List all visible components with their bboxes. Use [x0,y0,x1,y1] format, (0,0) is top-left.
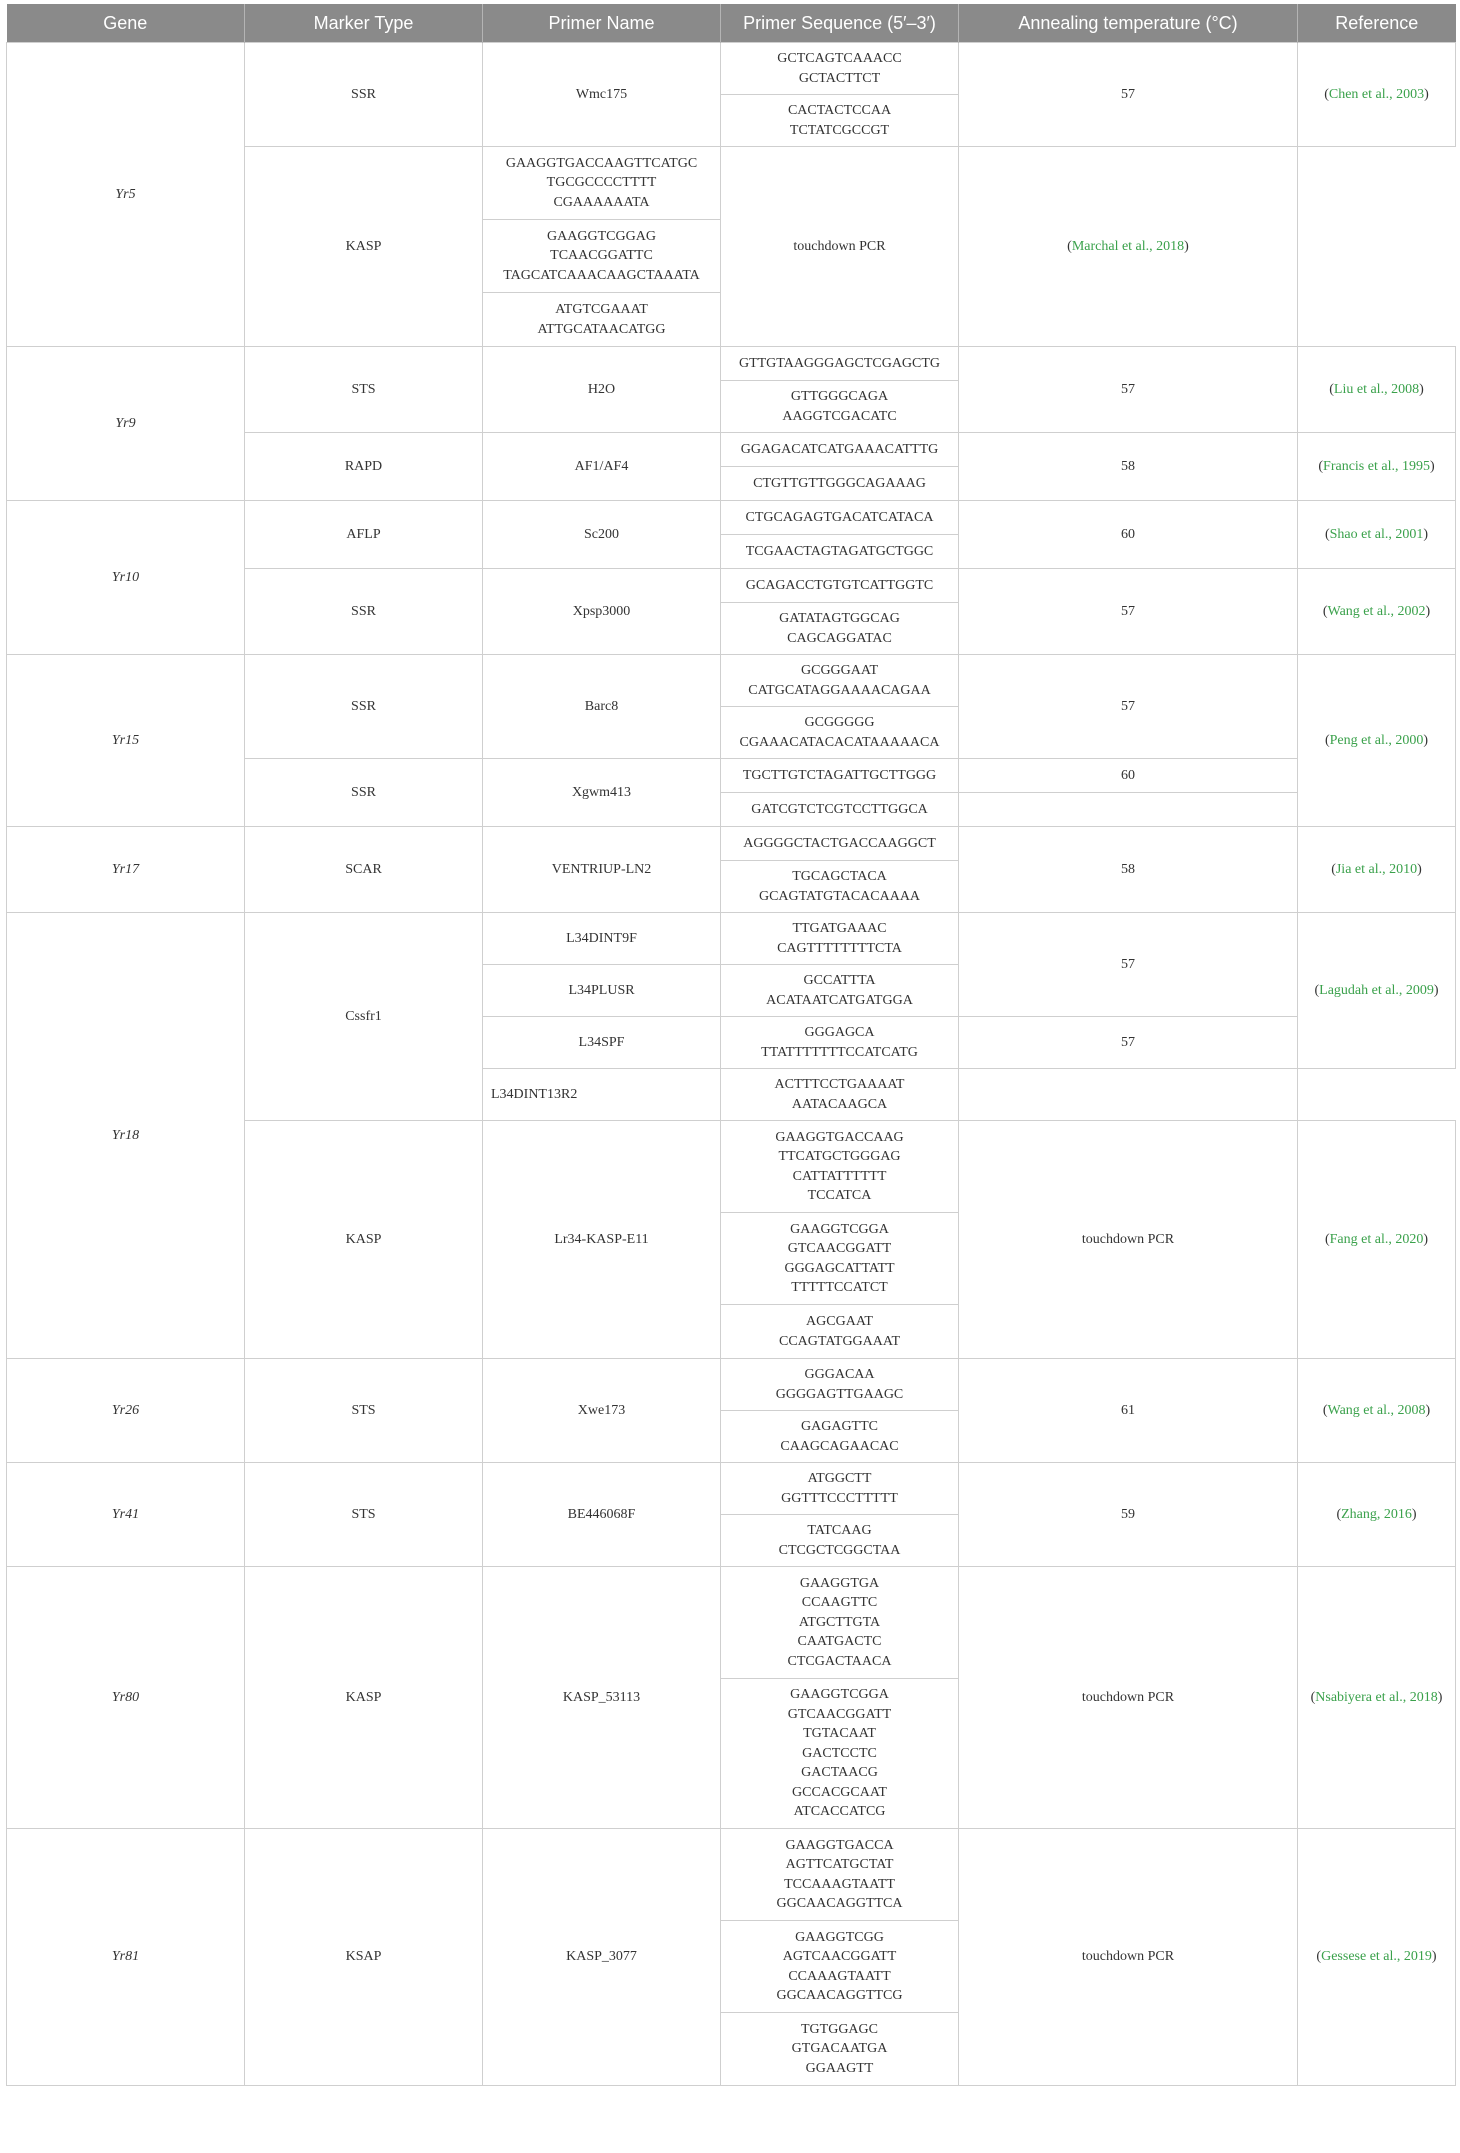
reference-link[interactable]: Peng et al., 2000 [1329,732,1424,748]
primer-name-cell: BE446068F [483,1463,721,1567]
sequence-line: TATCAAG [807,1523,872,1538]
ref-paren-close: ) [1184,238,1189,254]
sequence-line: CTCGACTAACA [787,1653,892,1669]
primer-sequence-cell [721,95,959,147]
sequence-line: ACTTTCCTGAAAAT [774,1077,905,1092]
ref-paren-open: ( [1329,381,1334,397]
annealing-temperature-cell: 58 [959,827,1298,913]
primer-name-cell: KASP_53113 [483,1567,721,1829]
reference-link[interactable]: Lagudah et al., 2009 [1319,982,1434,998]
sequence-line: GTCAACGGATT [787,1241,892,1256]
sequence-line: CCAAAGTAATT [788,1968,891,1984]
annealing-temperature-cell: 57 [959,569,1298,655]
table-row [7,655,1456,707]
primer-sequence-cell [721,433,959,467]
reference-cell [1298,827,1456,913]
marker-type-cell: AFLP [245,501,483,569]
sequence-line: TGCTTGTCTAGATTGCTTGGG [742,767,937,783]
reference-cell [1298,433,1456,501]
marker-type-cell: KSAP [245,1829,483,2086]
marker-type-cell: KASP [245,1567,483,1829]
sequence-line: TCCAAAGTAATT [784,1876,895,1892]
table-row [7,1463,1456,1515]
ref-paren-close: ) [1431,1949,1437,1965]
sequence-line: ATCACCATCG [793,1804,886,1820]
ref-paren-close: ) [1423,1231,1429,1247]
primer-name-cell: Barc8 [483,655,721,759]
sequence-line: CGAAACATACACATAAAAACA [739,734,940,750]
annealing-temperature-cell: 59 [959,1463,1298,1567]
table-row [7,43,1456,95]
sequence-line: CAGTTTTTTTTCTA [777,940,902,956]
table-row [7,1359,1456,1411]
sequence-line: ATGGCTT [807,1471,872,1486]
sequence-line: GATATAGTGGCAG [779,611,900,626]
sequence-line: GACTAACG [801,1765,878,1781]
sequence-line: CCAAGTTC [801,1595,878,1611]
annealing-temperature-cell [959,1069,1298,1121]
header-marker-type: Marker Type [245,4,483,43]
sequence-line: GGGGAGTTGAAGC [775,1386,904,1402]
sequence-line: GAAGGTGACCAAGTTCATGC [505,155,698,171]
annealing-temperature-cell: 60 [959,759,1298,793]
sequence-line: GAAGGTCGGA [790,1687,889,1703]
gene-cell: Yr80 [7,1567,245,1829]
reference-cell [1298,501,1456,569]
sequence-line: GCTCAGTCAAACC [777,51,902,66]
primer-sequence-cell [721,1679,959,1829]
marker-type-cell: KASP [245,1121,483,1359]
primer-sequence-cell [721,1359,959,1411]
ref-paren-open: ( [1322,1402,1328,1418]
sequence-line: CTGTTGTTGGGCAGAAAG [753,475,926,491]
header-gene: Gene [7,4,245,43]
table-row [7,1829,1456,1921]
primer-sequence-cell [721,43,959,95]
primer-sequence-cell [721,347,959,381]
ref-paren-open: ( [1067,238,1072,254]
annealing-temperature-cell: touchdown PCR [959,1829,1298,2086]
reference-cell [1298,1121,1456,1359]
primer-sequence-cell [721,381,959,433]
sequence-line: TCTATCGCCGT [789,122,890,138]
reference-link[interactable]: Fang et al., 2020 [1329,1231,1424,1247]
sequence-line: TTGATGAAAC [792,921,887,936]
sequence-line: AAGGTCGACATC [782,408,897,424]
reference-link[interactable]: Shao et al., 2001 [1329,526,1424,542]
primer-name-cell: H2O [483,347,721,433]
ref-paren-close: ) [1429,458,1435,474]
sequence-line: GCAGACCTGTGTCATTGGTC [745,577,934,593]
reference-cell [1298,1463,1456,1567]
primer-name-cell: L34DINT9F [483,913,721,965]
annealing-temperature-cell: 57 [959,655,1298,759]
gene-cell: Yr26 [7,1359,245,1463]
sequence-line: TCGAACTAGTAGATGCTGGC [745,543,934,559]
marker-type-cell: STS [245,347,483,433]
reference-link[interactable]: Zhang, 2016 [1341,1506,1412,1522]
sequence-line: GAAGGTCGGA [790,1221,889,1237]
marker-type-cell: RAPD [245,433,483,501]
sequence-line: GAGAGTTC [801,1419,878,1434]
sequence-line: CAATGACTC [797,1634,882,1650]
primer-sequence-cell [721,569,959,603]
ref-paren-close: ) [1417,861,1422,877]
header-primer-name: Primer Name [483,4,721,43]
annealing-temperature-cell: 58 [959,433,1298,501]
annealing-temperature-cell: touchdown PCR [959,1121,1298,1359]
sequence-line: CATGCATAGGAAAACAGAA [748,682,931,698]
sequence-line: TGCAGCTACA [792,869,887,884]
sequence-line: GCAGTATGTACACAAAA [758,888,921,904]
sequence-line: AGTTCATGCTAT [785,1857,894,1872]
primer-name-cell: Xwe173 [483,1359,721,1463]
sequence-line: GGAGACATCATGAAACATTTG [740,441,939,457]
sequence-line: GGAAGTT [805,2060,874,2076]
ref-paren-close: ) [1437,1689,1443,1705]
ref-paren-close: ) [1419,381,1424,397]
table-row [7,827,1456,861]
ref-paren-open: ( [1336,1506,1342,1522]
primer-sequence-cell [721,965,959,1017]
primer-sequence-cell [721,501,959,535]
ref-paren-open: ( [1331,861,1336,877]
sequence-line: AATACAAGCA [791,1096,888,1112]
reference-link[interactable]: Chen et al., 2003 [1328,86,1425,102]
marker-type-cell: STS [245,1359,483,1463]
annealing-temperature-cell [959,793,1298,827]
annealing-temperature-cell: 60 [959,501,1298,569]
ref-paren-open: ( [1324,1231,1330,1247]
primer-sequence-cell [721,1069,959,1121]
sequence-line: GTTGTAAGGGAGCTCGAGCTG [738,355,941,371]
marker-type-cell: STS [245,1463,483,1567]
ref-paren-close: ) [1423,526,1429,542]
reference-cell [1298,913,1456,1069]
header-row [7,4,1456,43]
sequence-line: TGCGCCCCTTTT [546,175,657,191]
annealing-temperature-cell: 57 [959,43,1298,147]
sequence-line: AGCGAAT [806,1314,873,1329]
sequence-line: GTTGGGCAGA [790,389,889,404]
annealing-temperature-cell: touchdown PCR [721,147,959,347]
primer-name-cell: KASP_3077 [483,1829,721,2086]
ref-paren-close: ) [1424,86,1429,102]
sequence-line: GGCAACAGGTTCG [776,1988,903,2003]
primer-name-cell: Wmc175 [483,43,721,147]
sequence-line: GGGACAA [804,1367,875,1382]
reference-link[interactable]: Gessese et al., 2019 [1321,1949,1432,1965]
primer-sequence-cell [483,220,721,293]
primer-name-cell: L34SPF [483,1017,721,1069]
sequence-line: GAAGGTCGGAG [547,228,656,244]
primer-sequence-cell [721,2013,959,2086]
sequence-line: GGCAACAGGTTCA [776,1896,903,1911]
sequence-line: TTCATGCTGGGAG [778,1149,901,1164]
sequence-line: ATTGCATAACATGG [537,321,666,337]
table-row [7,913,1456,965]
sequence-line: CCAGTATGGAAAT [779,1333,900,1349]
ref-paren-close: ) [1423,732,1429,748]
sequence-line: GATCGTCTCGTCCTTGGCA [751,801,928,817]
sequence-line: CTGCAGAGTGACATCATACA [745,509,934,525]
annealing-temperature-cell: 61 [959,1359,1298,1463]
primer-name-cell: Xpsp3000 [483,569,721,655]
ref-paren-close: ) [1433,982,1439,998]
primer-sequence-cell [721,467,959,501]
marker-type-cell: Cssfr1 [245,913,483,1121]
primer-name-cell: AF1/AF4 [483,433,721,501]
primer-sequence-cell [483,293,721,347]
sequence-line: CGAAAAAATA [553,194,650,210]
gene-cell: Yr9 [7,347,245,501]
sequence-line: CATTATTTTTT [792,1168,887,1184]
annealing-temperature-cell: touchdown PCR [959,1567,1298,1829]
table-row [7,1567,1456,1679]
primer-sequence-cell [721,861,959,913]
primer-name-cell: L34PLUSR [483,965,721,1017]
sequence-line: ATGTCGAAAT [555,302,648,317]
ref-paren-open: ( [1314,982,1320,998]
sequence-line: CAAGCAGAACAC [780,1438,899,1454]
marker-type-cell: KASP [245,147,483,347]
reference-cell [959,147,1298,347]
sequence-line: AGGGGCTACTGACCAAGGCT [743,835,936,851]
marker-type-cell: SSR [245,569,483,655]
reference-link[interactable]: Jia et al., 2010 [1335,861,1418,877]
reference-cell [1298,569,1456,655]
sequence-line: TGTGGAGC [801,2021,878,2037]
primer-sequence-cell [721,1121,959,1213]
sequence-line: GGTTTCCCTTTTT [781,1490,898,1506]
sequence-line: GCCACGCAAT [792,1784,887,1800]
primer-sequence-cell [721,1213,959,1305]
primer-sequence-cell [721,603,959,655]
primer-sequence-cell [721,913,959,965]
reference-cell [1298,655,1456,827]
sequence-line: GCTACTTCT [798,70,881,86]
primer-sequence-cell [721,655,959,707]
reference-link[interactable]: Wang et al., 2002 [1327,603,1426,619]
reference-link[interactable]: Wang et al., 2008 [1327,1402,1426,1418]
primer-name-cell: Lr34-KASP-E11 [483,1121,721,1359]
sequence-line: GACTCCTC [802,1745,877,1761]
primer-sequence-cell [721,1921,959,2013]
primer-sequence-cell [721,759,959,793]
sequence-line: ACATAATCATGATGGA [766,992,913,1008]
ref-paren-close: ) [1411,1506,1417,1522]
primer-sequence-cell [721,1567,959,1679]
ref-paren-open: ( [1318,458,1324,474]
sequence-line: GAAGGTCGG [795,1929,884,1945]
primer-name-cell: L34DINT13R2 [483,1069,721,1121]
primer-sequence-cell [721,1411,959,1463]
sequence-line: GTGACAATGA [791,2041,888,2057]
ref-paren-close: ) [1425,603,1431,619]
marker-type-cell: SSR [245,655,483,759]
sequence-line: GGGAGCA [804,1025,875,1040]
gene-cell: Yr81 [7,1829,245,2086]
ref-paren-open: ( [1310,1689,1316,1705]
primer-name-cell: Xgwm413 [483,759,721,827]
sequence-line: CACTACTCCAA [787,103,892,118]
primer-sequence-cell [483,147,721,220]
primer-sequence-cell [721,1463,959,1515]
reference-link[interactable]: Liu et al., 2008 [1333,381,1420,397]
primer-sequence-cell [721,535,959,569]
table-row [7,347,1456,381]
sequence-line: TTTTTCCATCT [791,1280,888,1295]
primer-sequence-cell [721,1829,959,1921]
reference-link[interactable]: Francis et al., 1995 [1323,458,1430,474]
primer-sequence-cell [721,1515,959,1567]
annealing-temperature-cell: 57 [959,913,1298,1017]
primer-sequence-cell [721,793,959,827]
sequence-line: TCCATCA [807,1188,872,1203]
sequence-line: GAAGGTGACCA [785,1837,894,1853]
reference-link[interactable]: Nsabiyera et al., 2018 [1315,1689,1438,1705]
sequence-line: TCAACGGATTC [550,248,653,264]
sequence-line: ATGCTTGTA [798,1614,881,1630]
primer-sequence-cell [721,707,959,759]
gene-cell: Yr41 [7,1463,245,1567]
reference-cell [1298,1567,1456,1829]
sequence-line: GCGGGAAT [801,663,878,678]
sequence-line: GGGAGCATTATT [784,1260,895,1276]
annealing-temperature-cell: 57 [959,1017,1298,1069]
primer-sequence-cell [721,1017,959,1069]
gene-cell: Yr18 [7,913,245,1359]
reference-link[interactable]: Marchal et al., 2018 [1071,238,1185,254]
gene-cell: Yr17 [7,827,245,913]
header-primer-sequence: Primer Sequence (5′–3′) [721,4,959,43]
sequence-line: TGTACAAT [803,1726,876,1742]
ref-paren-open: ( [1324,526,1330,542]
sequence-line: TTATTTTTTTCCATCATG [761,1044,918,1060]
primer-sequence-cell [721,1305,959,1359]
gene-cell: Yr10 [7,501,245,655]
primer-name-cell: VENTRIUP-LN2 [483,827,721,913]
sequence-line: GTCAACGGATT [787,1706,892,1722]
header-reference: Reference [1298,4,1456,43]
primer-name-cell: Sc200 [483,501,721,569]
sequence-line: GAAGGTGA [799,1575,880,1591]
gene-cell: Yr15 [7,655,245,827]
header-annealing-temperature: Annealing temperature (°C) [959,4,1298,43]
primer-sequence-cell [721,827,959,861]
sequence-line: CAGCAGGATAC [787,630,892,646]
sequence-line: GCGGGGG [804,715,875,730]
reference-cell [1298,1829,1456,2086]
reference-cell [1298,347,1456,433]
sequence-line: CTCGCTCGGCTAA [778,1542,901,1558]
reference-cell [1298,1359,1456,1463]
ref-paren-open: ( [1316,1949,1322,1965]
sequence-line: GCCATTTA [803,973,876,988]
ref-paren-open: ( [1322,603,1328,619]
sequence-line: AGTCAACGGATT [782,1949,897,1964]
ref-paren-close: ) [1425,1402,1431,1418]
gene-cell: Yr5 [7,43,245,347]
reference-cell [1298,43,1456,147]
sequence-line: GAAGGTGACCAAG [775,1129,904,1145]
primer-table [6,4,1456,2086]
sequence-line: TAGCATCAAACAAGCTAAATA [503,267,700,283]
marker-type-cell: SSR [245,759,483,827]
ref-paren-open: ( [1324,732,1330,748]
table-row [7,501,1456,535]
ref-paren-open: ( [1324,86,1329,102]
marker-type-cell: SCAR [245,827,483,913]
marker-type-cell: SSR [245,43,483,147]
annealing-temperature-cell: 57 [959,347,1298,433]
